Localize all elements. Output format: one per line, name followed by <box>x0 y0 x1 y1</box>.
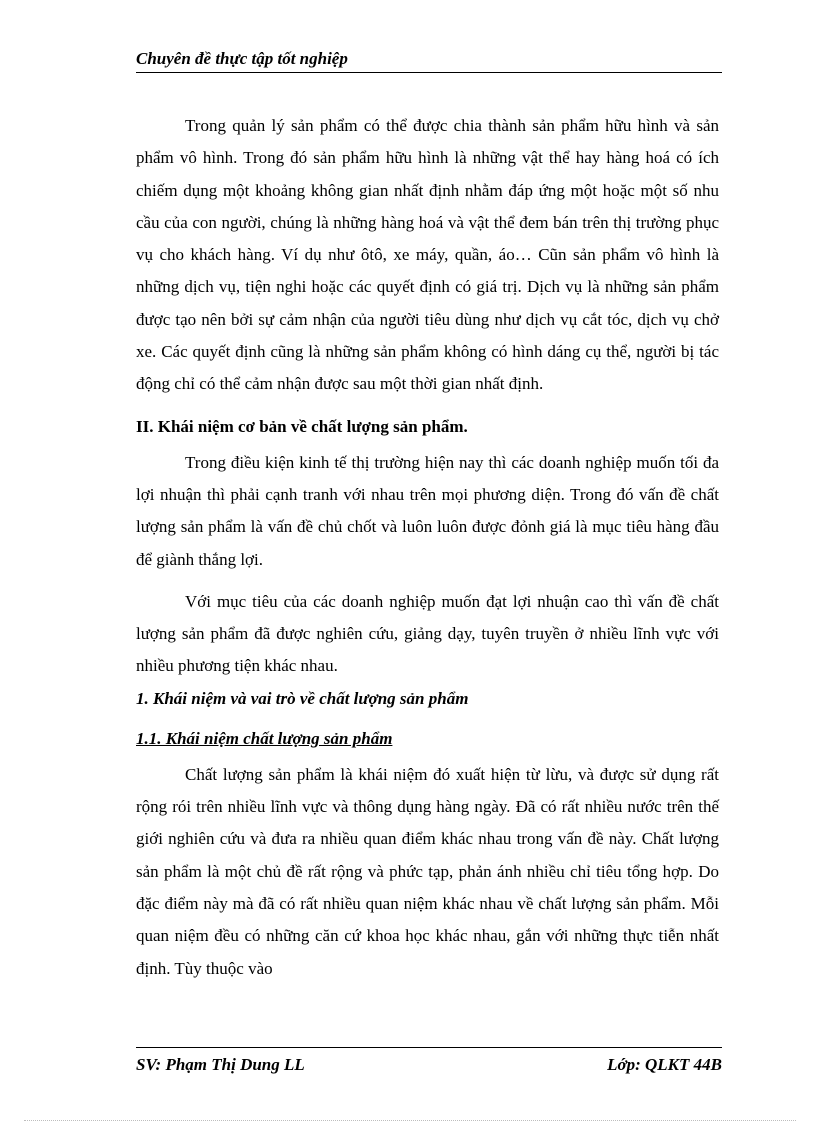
paragraph-research: Với mục tiêu của các doanh nghiệp muốn đạt lợi nhuận cao thì vấn đề chất lượng sản phẩm đã được nghiên cứu, giảng dạy, tuyên truyền ở nhiều lĩnh vực với nhiều phương tiện khác nhau. <box>136 591 719 676</box>
page-edge-divider <box>24 1120 796 1121</box>
section-heading-ii: II. Khái niệm cơ bản về chất lượng sản phẩm. <box>136 416 468 436</box>
paragraph-gap <box>136 576 719 586</box>
page-footer <box>136 1047 722 1078</box>
header-title: Chuyên đề thực tập tốt nghiệp <box>136 49 348 68</box>
paragraph-quality-concept: Chất lượng sản phẩm là khái niệm đó xuất hiện từ lừu, và được sử dụng rất rộng rói trên nhiều lĩnh vực và thông dụng hàng ngày. Đã có rất nhiều nước trên thế giới nghiên cứu và đưa ra nhiều quan điểm khác nhau trong vấn đề này. Chất lượng sản phẩm là một chủ đề rất rộng và phức tạp, phản ánh nhiều chỉ tiêu tổng hợp. Do đặc điểm này mà đã có rất nhiều quan niệm khác nhau về chất lượng sản phẩm. Mỗi quan niệm đều có những căn cứ khoa học khác nhau, gắn với những thực tiễn nhất định. Tùy thuộc vào <box>136 764 719 978</box>
page-header <box>136 48 722 73</box>
page-body <box>136 110 719 985</box>
section-heading-1: 1. Khái niệm và vai trò về chất lượng sản phẩm <box>136 688 469 708</box>
paragraph-competition: Trong điều kiện kinh tế thị trường hiện nay thì các doanh nghiệp muốn tối đa lợi nhuận thì phải cạnh tranh với nhau trên mọi phương diện. Trong đó vấn đề chất lượng sản phẩm là vấn đề chủ chốt và luôn luôn được đỏnh giá là mục tiêu hàng đầu để giành thắng lợi. <box>136 452 719 569</box>
footer-class: Lớp: QLKT 44B <box>607 1055 722 1074</box>
footer-student: SV: Phạm Thị Dung LL <box>136 1055 305 1074</box>
paragraph-product-types: Trong quản lý sản phẩm có thể được chia thành sản phẩm hữu hình và sản phẩm vô hình. Trong đó sản phẩm hữu hình là những vật thể hay hàng hoá có ích chiếm dụng một khoảng không gian nhất định nhằm đáp ứng một hoặc một số nhu cầu của con người, chúng là những hàng hoá và vật thể đem bán trên thị trường phục vụ cho khách hàng. Ví dụ như ôtô, xe máy, quần, áo… Cũn sản phẩm vô hình là những dịch vụ, tiện nghi hoặc các quyết định có giá trị. Dịch vụ là những sản phẩm được tạo nên bởi sự cảm nhận của người tiêu dùng như dịch vụ cắt tóc, dịch vụ chở xe. Các quyết định cũng là những sản phẩm không có hình dáng cụ thể, người bị tác động chỉ có thể cảm nhận được sau một thời gian nhất định. <box>136 116 719 394</box>
section-heading-1-1: 1.1. Khái niệm chất lượng sản phẩm <box>136 728 393 748</box>
